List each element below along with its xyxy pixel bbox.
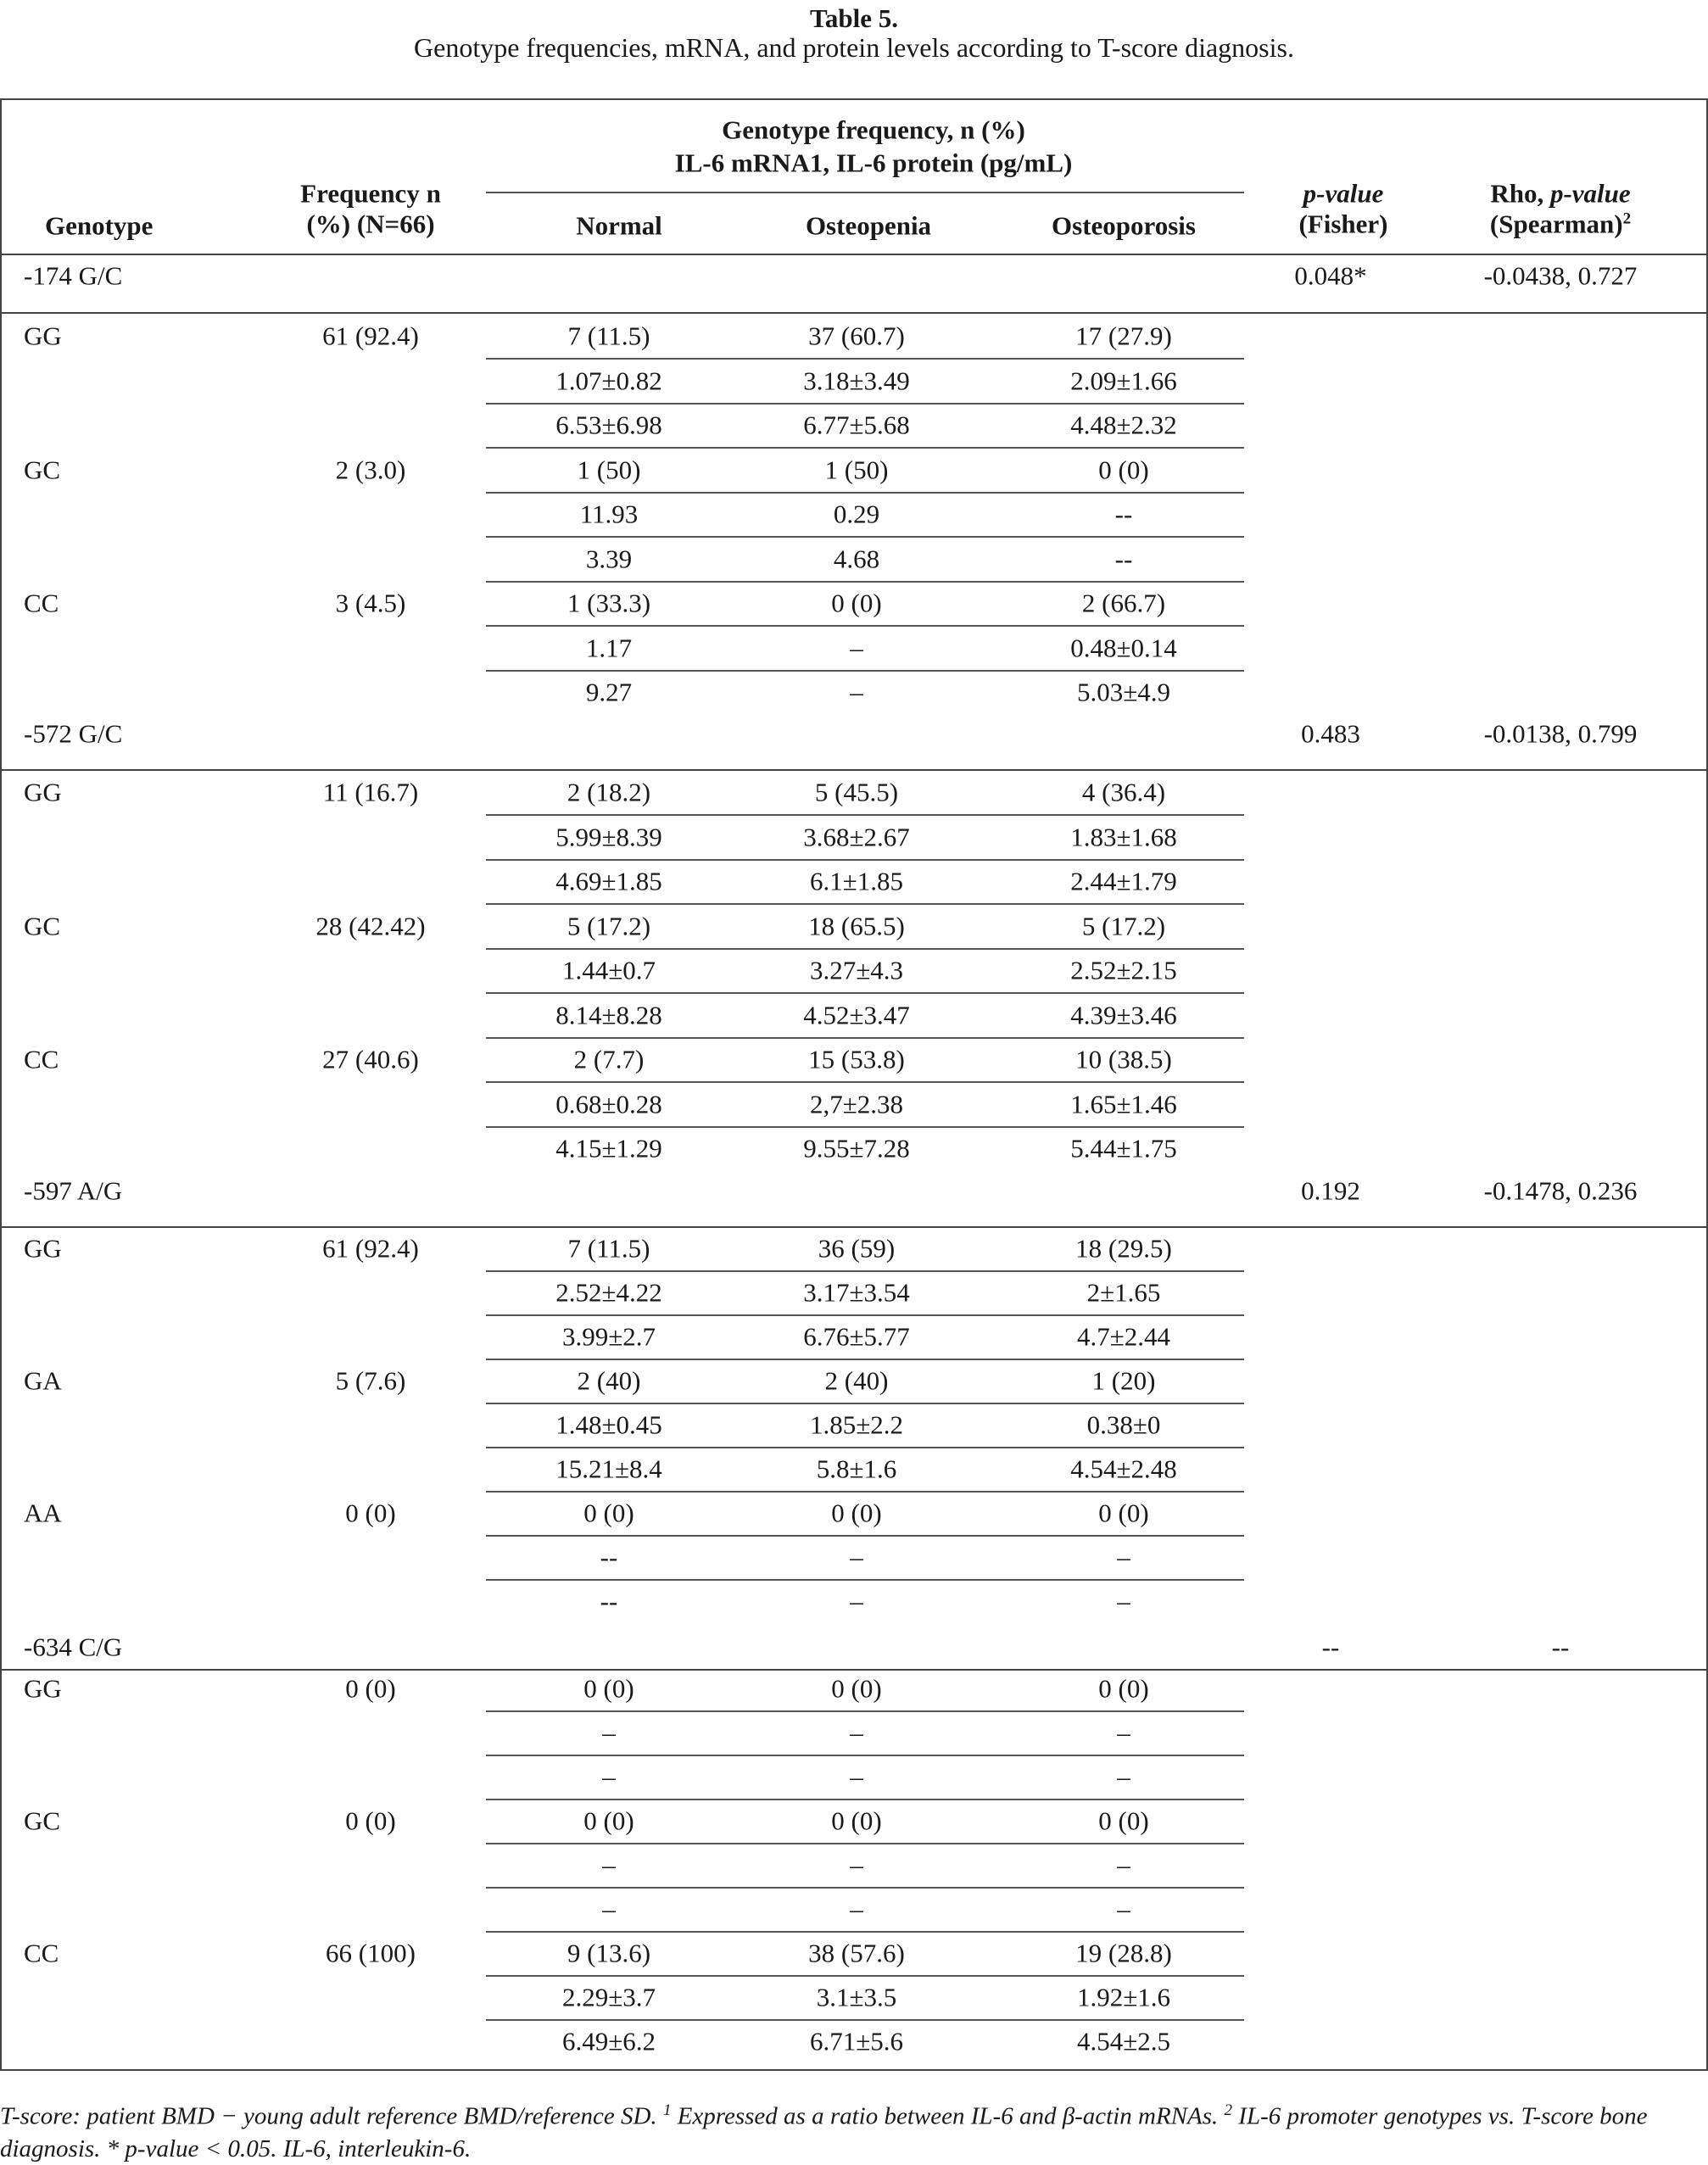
row-rule bbox=[486, 1931, 1244, 1933]
header-group-line1: Genotype frequency, n (%) bbox=[722, 114, 1025, 145]
row-rule bbox=[486, 1975, 1244, 1977]
row-rule bbox=[486, 1037, 1244, 1039]
genotype-table bbox=[0, 98, 1708, 2071]
normal-cell: 2 (40) bbox=[577, 1365, 641, 1396]
header-rho-sup: 2 bbox=[1622, 209, 1632, 228]
row-rule bbox=[486, 358, 1244, 360]
row-rule bbox=[486, 536, 1244, 538]
osteoporosis-cell: 17 (27.9) bbox=[1075, 321, 1172, 351]
normal-cell: 6.49±6.2 bbox=[561, 2026, 656, 2056]
osteopenia-cell: 0 (0) bbox=[831, 1673, 882, 1704]
row-rule bbox=[486, 1887, 1244, 1889]
row-rule bbox=[486, 1270, 1244, 1272]
section-rho: -0.0438, 0.727 bbox=[1483, 260, 1638, 291]
genotype-cell: GC bbox=[24, 911, 61, 940]
row-rule bbox=[486, 1579, 1244, 1581]
row-rule bbox=[486, 1710, 1244, 1712]
osteoporosis-cell: 4.54±2.5 bbox=[1076, 2026, 1171, 2056]
osteoporosis-cell: – bbox=[1117, 1717, 1130, 1748]
header-group-rule bbox=[486, 192, 1244, 193]
footnote-part2: Expressed as a ratio between IL-6 and β-actin mRNAs. bbox=[671, 2102, 1225, 2130]
osteoporosis-cell: 4.39±3.46 bbox=[1070, 1000, 1177, 1029]
osteopenia-cell: 6.1±1.85 bbox=[809, 866, 904, 896]
osteopenia-cell: 0.29 bbox=[833, 499, 880, 529]
osteopenia-cell: 6.76±5.77 bbox=[803, 1321, 910, 1352]
osteoporosis-cell: 2.09±1.66 bbox=[1070, 365, 1177, 395]
osteopenia-cell: 3.27±4.3 bbox=[809, 955, 904, 985]
normal-cell: 2 (7.7) bbox=[573, 1044, 645, 1074]
row-rule bbox=[486, 903, 1244, 905]
normal-cell: 1.48±0.45 bbox=[555, 1409, 662, 1440]
osteopenia-cell: – bbox=[850, 633, 863, 662]
footnote-sup1: 1 bbox=[662, 2101, 672, 2119]
header-rho-sub-label: (Spearman) bbox=[1489, 209, 1623, 239]
osteopenia-cell: 6.77±5.68 bbox=[803, 410, 910, 440]
osteopenia-cell: – bbox=[850, 1850, 863, 1880]
normal-cell: -- bbox=[600, 1542, 618, 1572]
genotype-cell: CC bbox=[24, 1938, 59, 1968]
row-rule bbox=[486, 1403, 1244, 1404]
table-title: Table 5. bbox=[810, 3, 898, 33]
header-pvalue-label: p-value bbox=[1303, 178, 1384, 209]
osteoporosis-cell: 5.44±1.75 bbox=[1070, 1133, 1177, 1163]
osteoporosis-cell: 10 (38.5) bbox=[1075, 1044, 1172, 1074]
osteoporosis-cell: – bbox=[1117, 1586, 1130, 1616]
osteopenia-cell: 2 (40) bbox=[824, 1365, 889, 1396]
normal-cell: 15.21±8.4 bbox=[555, 1454, 662, 1484]
header-rho-italic: p-value bbox=[1549, 178, 1631, 209]
normal-cell: -- bbox=[600, 1586, 618, 1616]
osteoporosis-cell: 5.03±4.9 bbox=[1076, 677, 1171, 707]
frequency-cell: 2 (3.0) bbox=[335, 455, 406, 484]
normal-cell: 3.99±2.7 bbox=[561, 1321, 656, 1352]
section-rule bbox=[0, 769, 1708, 771]
osteoporosis-cell: 0 (0) bbox=[1098, 1498, 1149, 1528]
row-rule bbox=[486, 2019, 1244, 2021]
row-rule bbox=[486, 581, 1244, 583]
osteoporosis-cell: 2.44±1.79 bbox=[1070, 866, 1177, 896]
normal-cell: 8.14±8.28 bbox=[555, 1000, 662, 1029]
section-label: -597 A/G bbox=[24, 1175, 123, 1206]
normal-cell: 0 (0) bbox=[583, 1498, 634, 1528]
osteopenia-cell: – bbox=[850, 1761, 863, 1792]
normal-cell: 1 (33.3) bbox=[567, 588, 651, 618]
osteopenia-cell: 9.55±7.28 bbox=[803, 1133, 910, 1163]
row-rule bbox=[486, 992, 1244, 994]
normal-cell: 5 (17.2) bbox=[567, 911, 651, 940]
osteoporosis-cell: – bbox=[1117, 1542, 1130, 1572]
normal-cell: 7 (11.5) bbox=[567, 1233, 650, 1264]
header-rho-label: Rho, bbox=[1490, 178, 1550, 209]
section-rho: -- bbox=[1551, 1632, 1570, 1662]
osteoporosis-cell: 4.7±2.44 bbox=[1076, 1321, 1171, 1352]
table-left-rule bbox=[0, 98, 2, 2071]
row-rule bbox=[486, 1081, 1244, 1083]
osteoporosis-cell: 18 (29.5) bbox=[1075, 1233, 1172, 1264]
normal-cell: 0 (0) bbox=[583, 1805, 634, 1836]
osteopenia-cell: 1 (50) bbox=[824, 455, 889, 484]
osteopenia-cell: 18 (65.5) bbox=[808, 911, 905, 940]
row-rule bbox=[486, 1359, 1244, 1360]
row-rule bbox=[486, 492, 1244, 494]
row-rule bbox=[486, 1843, 1244, 1844]
header-pvalue-sub: (Fisher) bbox=[1298, 209, 1388, 239]
row-rule bbox=[486, 1755, 1244, 1756]
header-bottom-rule bbox=[0, 254, 1708, 255]
frequency-cell: 27 (40.6) bbox=[322, 1044, 419, 1074]
table-footnote bbox=[0, 2095, 1708, 2165]
osteoporosis-cell: 0 (0) bbox=[1098, 1673, 1149, 1704]
row-rule bbox=[486, 948, 1244, 950]
footnote-part3: IL-6 promoter genotypes vs. T-score bone diagnosis. * p-value < 0.05. IL-6, interleukin-6. bbox=[0, 2102, 1648, 2162]
section-rule bbox=[0, 312, 1708, 314]
normal-cell: 4.69±1.85 bbox=[555, 866, 662, 896]
normal-cell: 0 (0) bbox=[583, 1673, 634, 1704]
frequency-cell: 28 (42.42) bbox=[315, 911, 426, 940]
header-normal: Normal bbox=[576, 210, 662, 241]
normal-cell: 3.39 bbox=[585, 544, 633, 573]
frequency-cell: 0 (0) bbox=[345, 1498, 396, 1528]
normal-cell: 1 (50) bbox=[577, 455, 641, 484]
osteopenia-cell: 38 (57.6) bbox=[808, 1938, 905, 1968]
osteopenia-cell: 36 (59) bbox=[818, 1233, 896, 1264]
frequency-cell: 3 (4.5) bbox=[335, 588, 406, 618]
osteopenia-cell: 15 (53.8) bbox=[808, 1044, 905, 1074]
genotype-cell: GG bbox=[24, 321, 62, 351]
normal-cell: 1.44±0.7 bbox=[561, 955, 656, 985]
genotype-cell: GC bbox=[24, 455, 61, 484]
header-frequency-line1: Frequency n bbox=[300, 178, 441, 209]
row-rule bbox=[486, 1447, 1244, 1448]
osteopenia-cell: 5.8±1.6 bbox=[816, 1454, 897, 1484]
osteoporosis-cell: 1.92±1.6 bbox=[1076, 1982, 1171, 2012]
normal-cell: – bbox=[602, 1761, 616, 1792]
table-subtitle: Genotype frequencies, mRNA, and protein levels according to T-score diagnosis. bbox=[414, 32, 1294, 63]
normal-cell: 7 (11.5) bbox=[567, 321, 650, 351]
row-rule bbox=[486, 1491, 1244, 1493]
header-rho bbox=[1490, 178, 1631, 209]
genotype-cell: CC bbox=[24, 588, 59, 618]
row-rule bbox=[486, 814, 1244, 816]
osteoporosis-cell: 2.52±2.15 bbox=[1070, 955, 1177, 985]
osteopenia-cell: 0 (0) bbox=[831, 1805, 882, 1836]
osteopenia-cell: – bbox=[850, 1586, 863, 1616]
osteopenia-cell: 3.18±3.49 bbox=[803, 365, 910, 395]
genotype-cell: CC bbox=[24, 1044, 59, 1074]
osteoporosis-cell: – bbox=[1117, 1850, 1130, 1880]
osteopenia-cell: 3.1±3.5 bbox=[816, 1982, 897, 2012]
osteoporosis-cell: -- bbox=[1114, 499, 1133, 529]
row-rule bbox=[486, 1535, 1244, 1537]
osteoporosis-cell: 4 (36.4) bbox=[1081, 777, 1166, 807]
section-p-fisher: 0.048* bbox=[1294, 260, 1367, 291]
section-rule bbox=[0, 1226, 1708, 1228]
normal-cell: 1.17 bbox=[585, 633, 633, 662]
normal-cell: – bbox=[602, 1850, 616, 1880]
osteopenia-cell: – bbox=[850, 1894, 863, 1924]
frequency-cell: 66 (100) bbox=[326, 1938, 416, 1968]
osteopenia-cell: – bbox=[850, 1717, 863, 1748]
normal-cell: 2.29±3.7 bbox=[561, 1982, 656, 2012]
osteopenia-cell: 0 (0) bbox=[831, 1498, 882, 1528]
section-label: -634 C/G bbox=[24, 1632, 123, 1662]
normal-cell: 1.07±0.82 bbox=[555, 365, 662, 395]
osteoporosis-cell: – bbox=[1117, 1894, 1130, 1924]
osteopenia-cell: 0 (0) bbox=[831, 588, 882, 618]
section-p-fisher: 0.192 bbox=[1301, 1175, 1360, 1206]
header-genotype: Genotype bbox=[45, 210, 153, 241]
normal-cell: 2.52±4.22 bbox=[555, 1277, 662, 1308]
osteopenia-cell: 2,7±2.38 bbox=[809, 1089, 904, 1119]
table-top-rule bbox=[0, 98, 1708, 100]
osteoporosis-cell: 19 (28.8) bbox=[1075, 1938, 1172, 1968]
normal-cell: 6.53±6.98 bbox=[555, 410, 662, 440]
osteopenia-cell: – bbox=[850, 1542, 863, 1572]
frequency-cell: 11 (16.7) bbox=[322, 777, 419, 807]
osteoporosis-cell: 0.38±0 bbox=[1086, 1409, 1161, 1440]
normal-cell: – bbox=[602, 1717, 616, 1748]
osteoporosis-cell: 4.48±2.32 bbox=[1070, 410, 1177, 440]
normal-cell: – bbox=[602, 1894, 616, 1924]
osteopenia-cell: 4.52±3.47 bbox=[803, 1000, 910, 1029]
osteoporosis-cell: 0 (0) bbox=[1098, 1805, 1149, 1836]
genotype-cell: AA bbox=[24, 1498, 62, 1528]
section-rho: -0.0138, 0.799 bbox=[1483, 718, 1638, 749]
osteoporosis-cell: 4.54±2.48 bbox=[1070, 1454, 1177, 1484]
osteoporosis-cell: 0 (0) bbox=[1098, 455, 1149, 484]
osteopenia-cell: 37 (60.7) bbox=[808, 321, 905, 351]
genotype-cell: GA bbox=[24, 1365, 62, 1396]
osteoporosis-cell: 1.83±1.68 bbox=[1070, 822, 1177, 851]
osteoporosis-cell: 5 (17.2) bbox=[1081, 911, 1166, 940]
normal-cell: 9 (13.6) bbox=[567, 1938, 651, 1968]
normal-cell: 2 (18.2) bbox=[567, 777, 651, 807]
header-rho-sub bbox=[1490, 210, 1631, 237]
osteoporosis-cell: 1 (20) bbox=[1091, 1365, 1156, 1396]
genotype-cell: GG bbox=[24, 1233, 62, 1264]
section-rho: -0.1478, 0.236 bbox=[1483, 1175, 1638, 1206]
section-p-fisher: -- bbox=[1321, 1632, 1340, 1662]
osteoporosis-cell: -- bbox=[1114, 544, 1133, 573]
normal-cell: 0.68±0.28 bbox=[555, 1089, 662, 1119]
frequency-cell: 61 (92.4) bbox=[322, 321, 419, 351]
row-rule bbox=[486, 670, 1244, 672]
header-group-line2: IL-6 mRNA1, IL-6 protein (pg/mL) bbox=[674, 148, 1073, 178]
osteoporosis-cell: 2±1.65 bbox=[1086, 1277, 1161, 1308]
frequency-cell: 61 (92.4) bbox=[322, 1233, 419, 1264]
footnote-part1: T-score: patient BMD − young adult reference BMD/reference SD. bbox=[0, 2102, 663, 2130]
section-rule bbox=[0, 1669, 1708, 1671]
row-rule bbox=[486, 403, 1244, 405]
frequency-cell: 5 (7.6) bbox=[335, 1365, 406, 1396]
osteopenia-cell: – bbox=[850, 677, 863, 707]
header-osteopenia: Osteopenia bbox=[805, 210, 932, 241]
genotype-cell: GC bbox=[24, 1805, 61, 1836]
header-pvalue bbox=[1303, 178, 1384, 209]
row-rule bbox=[486, 1314, 1244, 1316]
section-p-fisher: 0.483 bbox=[1301, 718, 1360, 749]
normal-cell: 11.93 bbox=[579, 499, 639, 529]
genotype-cell: GG bbox=[24, 1673, 62, 1704]
header-osteoporosis: Osteoporosis bbox=[1052, 210, 1196, 241]
osteopenia-cell: 3.17±3.54 bbox=[803, 1277, 910, 1308]
row-rule bbox=[486, 447, 1244, 449]
osteopenia-cell: 5 (45.5) bbox=[814, 777, 899, 807]
normal-cell: 5.99±8.39 bbox=[555, 822, 662, 851]
row-rule bbox=[486, 1126, 1244, 1128]
normal-cell: 4.15±1.29 bbox=[555, 1133, 662, 1163]
osteoporosis-cell: 1.65±1.46 bbox=[1070, 1089, 1177, 1119]
osteopenia-cell: 1.85±2.2 bbox=[809, 1409, 904, 1440]
section-label: -174 G/C bbox=[24, 260, 123, 291]
osteopenia-cell: 4.68 bbox=[833, 544, 880, 573]
frequency-cell: 0 (0) bbox=[345, 1673, 396, 1704]
section-label: -572 G/C bbox=[24, 718, 123, 749]
table-bottom-rule bbox=[0, 2069, 1708, 2071]
osteoporosis-cell: 0.48±0.14 bbox=[1070, 633, 1177, 662]
row-rule bbox=[486, 1799, 1244, 1800]
frequency-cell: 0 (0) bbox=[345, 1805, 396, 1836]
osteoporosis-cell: 2 (66.7) bbox=[1081, 588, 1166, 618]
row-rule bbox=[486, 625, 1244, 627]
osteopenia-cell: 6.71±5.6 bbox=[809, 2026, 904, 2056]
header-frequency-line2: (%) (N=66) bbox=[306, 209, 435, 239]
footnote-sup2: 2 bbox=[1224, 2101, 1233, 2119]
osteoporosis-cell: – bbox=[1117, 1761, 1130, 1792]
normal-cell: 9.27 bbox=[585, 677, 633, 707]
osteopenia-cell: 3.68±2.67 bbox=[803, 822, 910, 851]
genotype-cell: GG bbox=[24, 777, 62, 807]
row-rule bbox=[486, 859, 1244, 861]
